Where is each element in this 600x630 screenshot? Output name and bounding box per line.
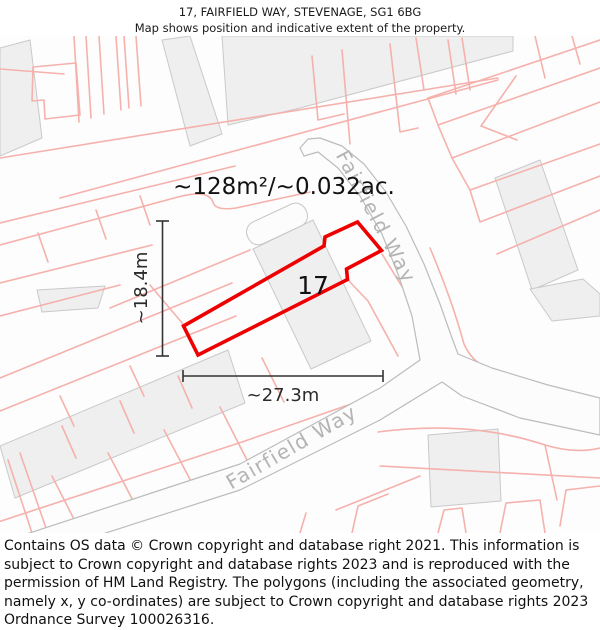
property-map <box>0 36 600 533</box>
footer <box>0 533 600 630</box>
street-label-upper: Fairfield Way <box>331 146 422 288</box>
street-label-lower: Fairfield Way <box>221 399 362 495</box>
height-dimension-label: ~18.4m <box>131 251 152 325</box>
area-label: ~128m²/~0.032ac. <box>173 174 395 200</box>
page-title: 17, FAIRFIELD WAY, STEVENAGE, SG1 6BG <box>178 5 422 19</box>
attribution-text: Contains OS data © Crown copyright and database right 2021. This information is subject to Crown copyright and database rights 2023 and is reproduced with the permission of HM Land Registry. The polygons (including the associated geometry, namely x, y co-ordinates) are subject to Crown copyright and database rights 2023 Ordnance Survey 100026316. <box>4 538 589 629</box>
map-canvas <box>0 36 600 533</box>
width-dimension-label: ~27.3m <box>246 385 320 406</box>
page-subtitle: Map shows position and indicative extent of the property. <box>134 21 466 35</box>
header <box>0 0 600 36</box>
plot-number-label: 17 <box>297 271 329 300</box>
